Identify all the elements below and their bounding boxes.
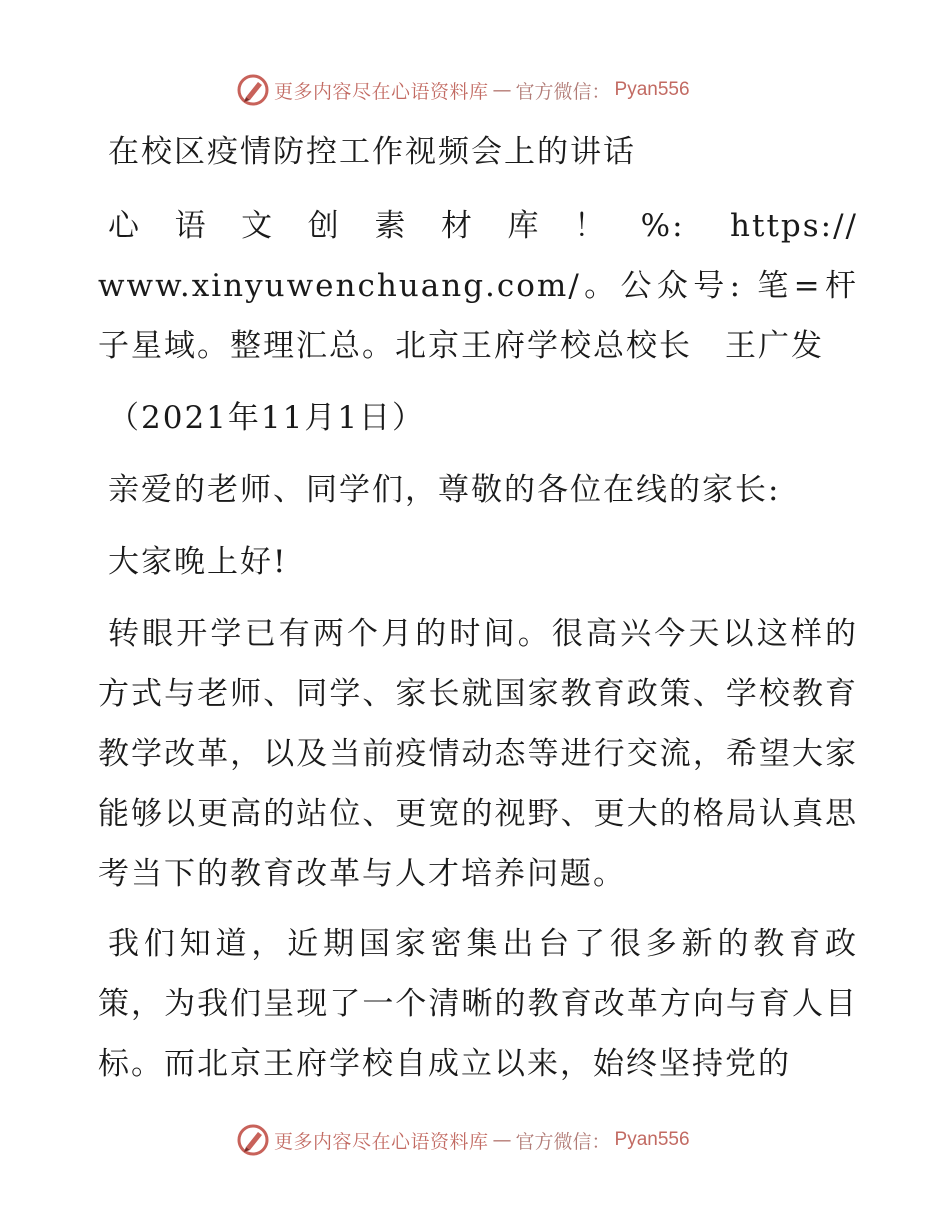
pen-seal-logo-icon: [236, 1123, 270, 1157]
watermark-label: 官方微信：: [515, 80, 611, 103]
pen-seal-logo-icon: [236, 73, 270, 107]
watermark-text: 更多内容尽在心语资料库: [274, 80, 489, 103]
header-watermark: [236, 72, 690, 108]
greeting: 亲爱的老师、同学们，尊敬的各位在线的家长:: [108, 472, 781, 508]
date-line: （2021年11月1日）: [108, 400, 426, 436]
source-line: 心语文创素材库！%: https:// www.xinyuwenchuang.com/。公众号: 笔=杆子星域。整理汇总。北京王府学校总校长 王广发: [98, 208, 858, 364]
paragraph: 转眼开学已有两个月的时间。很高兴今天以这样的方式与老师、同学、家长就国家教育政策、学校教育教学改革，以及当前疫情动态等进行交流，希望大家能够以更高的站位、更宽的视野、更大的格局认真思考当下的教育改革与人才培养问题。: [98, 616, 858, 892]
footer-watermark: [236, 1122, 690, 1158]
document-title: 在校区疫情防控工作视频会上的讲话: [108, 134, 636, 170]
watermark-id: Pyan556: [614, 79, 690, 100]
watermark-label: 官方微信：: [515, 1130, 611, 1153]
watermark-id: Pyan556: [614, 1129, 690, 1150]
document-body: [98, 122, 858, 1102]
watermark-dash: —: [492, 1129, 512, 1151]
paragraph: 我们知道，近期国家密集出台了很多新的教育政策，为我们呈现了一个清晰的教育改革方向与育人目标。而北京王府学校自成立以来，始终坚持党的: [98, 926, 858, 1082]
watermark-text: 更多内容尽在心语资料库: [274, 1130, 489, 1153]
watermark-dash: —: [492, 79, 512, 101]
hello-line: 大家晚上好!: [108, 544, 288, 580]
